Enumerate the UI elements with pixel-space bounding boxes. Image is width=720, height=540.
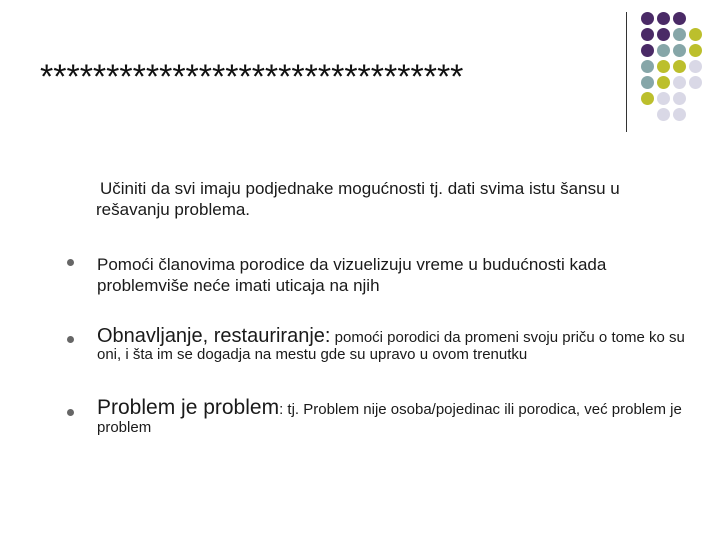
- decor-dot: [657, 92, 670, 105]
- decor-dot: [673, 60, 686, 73]
- decor-dot: [689, 76, 702, 89]
- decor-dot: [673, 76, 686, 89]
- dot-grid-decoration: [0, 0, 720, 140]
- bullet-lead: Obnavljanje, restauriranje:: [97, 325, 331, 347]
- bullet-item-1: [97, 254, 657, 296]
- bullet-marker: [67, 409, 74, 416]
- decor-dot: [689, 60, 702, 73]
- decor-dot: [673, 28, 686, 41]
- decor-dot: [657, 44, 670, 57]
- bullet-text: Pomoći članovima porodice da vizuelizuju vreme u budućnosti kada problemviše neće imati uticaja na njih: [97, 255, 607, 295]
- decor-dot: [641, 92, 654, 105]
- slide-title: ********************************: [40, 58, 464, 96]
- bullet-marker: [67, 259, 74, 266]
- intro-paragraph: Učiniti da svi imaju podjednake mogućnosti tj. dati svima istu šansu u rešavanju problema.: [96, 179, 620, 219]
- decor-dot: [689, 44, 702, 57]
- decor-dot: [641, 28, 654, 41]
- decor-dot: [657, 12, 670, 25]
- decor-dot: [689, 28, 702, 41]
- decor-dot: [657, 60, 670, 73]
- bullet-marker: [67, 336, 74, 343]
- bullet-text: pomoći porodici da promeni svoju priču o tome ko su oni, i šta im se dogadja na mestu gde su upravo u ovom trenutku: [97, 329, 685, 363]
- bullet-item-3: [97, 396, 697, 437]
- decor-dot: [641, 12, 654, 25]
- decor-dot: [641, 60, 654, 73]
- decor-dot: [641, 44, 654, 57]
- decor-dot: [673, 44, 686, 57]
- decor-dot: [673, 108, 686, 121]
- decor-dot: [673, 92, 686, 105]
- bullet-lead: Problem je problem: [97, 396, 280, 419]
- decor-dot: [641, 76, 654, 89]
- bullet-item-2: [97, 325, 697, 363]
- decor-dot: [657, 28, 670, 41]
- bullet-text: : tj. Problem nije osoba/pojedinac ili porodica, već problem je problem: [97, 401, 682, 436]
- decor-dot: [657, 76, 670, 89]
- decor-dot: [673, 12, 686, 25]
- decor-dot: [657, 108, 670, 121]
